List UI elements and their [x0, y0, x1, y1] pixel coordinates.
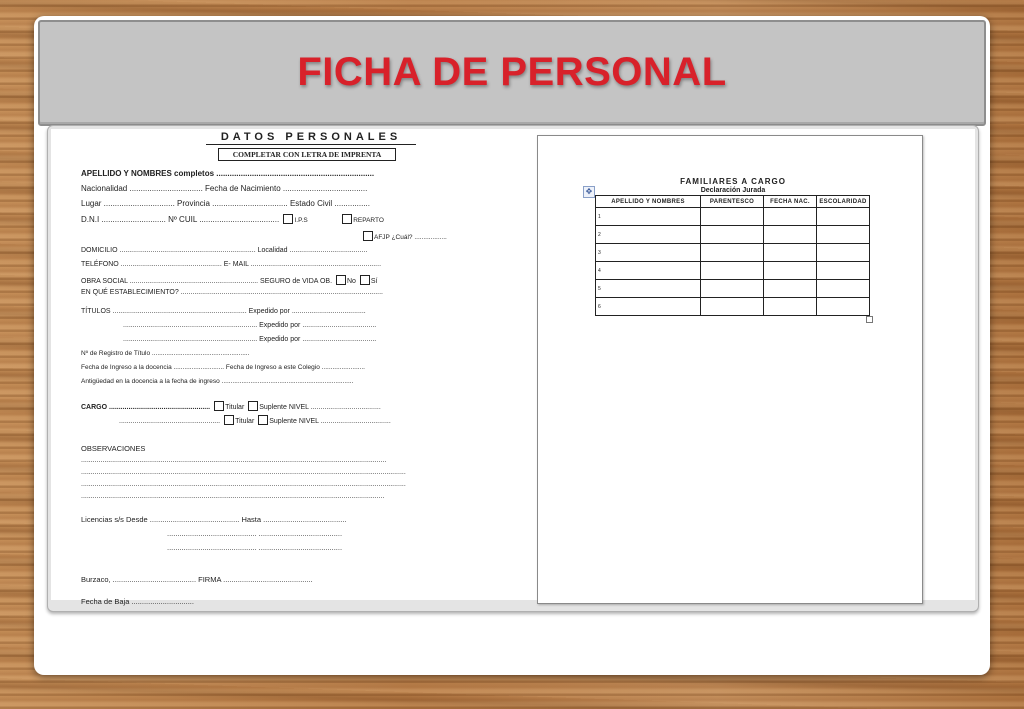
cargo-line-1	[81, 401, 381, 411]
table-cell[interactable]	[701, 262, 764, 280]
table-cell[interactable]	[817, 226, 870, 244]
cargo2-nivel: NIVEL ....................................	[298, 418, 391, 425]
col-escolaridad: ESCOLARIDAD	[817, 196, 870, 208]
table-resize-handle[interactable]	[866, 316, 873, 323]
table-cell[interactable]	[701, 280, 764, 298]
cargo1-suplente-checkbox[interactable]	[248, 401, 258, 411]
titulos-line-3: ..................................................................... Expedido por ......................................	[123, 336, 377, 343]
table-cell[interactable]	[701, 298, 764, 316]
ips-label: I.P.S	[294, 217, 308, 224]
table-row	[596, 262, 870, 280]
table-header-row	[596, 196, 870, 208]
observaciones-line-2: .......................................................................................................................................................................	[81, 469, 406, 476]
table-cell[interactable]	[701, 226, 764, 244]
licencias-line-3: ........................................... ........................................	[167, 543, 343, 552]
table-cell[interactable]	[764, 280, 817, 298]
cargo1-suplente-label: Suplente	[259, 404, 287, 411]
establecimiento-line: EN QUÉ ESTABLECIMIENTO? ........................................................................................................	[81, 289, 383, 296]
cargo2-titular-checkbox[interactable]	[224, 415, 234, 425]
fecha-baja-line: Fecha de Baja ..............................	[81, 597, 194, 606]
cargo2-suplente-label: Suplente	[269, 418, 297, 425]
seguro-si-label: Sí	[370, 278, 378, 285]
registro-line: Nº de Registro de Título ......................................................	[81, 350, 250, 357]
dni-line	[81, 214, 384, 224]
row-number: 4	[596, 262, 701, 280]
table-cell[interactable]	[701, 208, 764, 226]
observaciones-line-4: ............................................................................................................................................................	[81, 493, 385, 500]
telefono-line: TELÉFONO .................................................... E- MAIL ...................................................................	[81, 261, 382, 268]
col-fecha-nac: FECHA NAC.	[764, 196, 817, 208]
datos-personales-heading: DATOS PERSONALES	[220, 131, 402, 143]
form-image	[51, 129, 975, 606]
col-apellido: APELLIDO Y NOMBRES	[596, 196, 701, 208]
row-number: 6	[596, 298, 701, 316]
cargo1-titular-label: Titular	[225, 404, 245, 411]
burzaco-firma-line: Burzaco, ........................................ FIRMA ...........................................	[81, 575, 313, 584]
table-move-handle-icon[interactable]: ✥	[583, 186, 595, 198]
obra-social-text: OBRA SOCIAL .................................................................. SEGURO de VIDA OB.	[81, 278, 333, 285]
licencias-line-2: ........................................... ........................................	[167, 529, 343, 538]
observaciones-line-3: .......................................................................................................................................................................	[81, 481, 406, 488]
table-row	[596, 226, 870, 244]
apellido-line: APELLIDO Y NOMBRES completos .......................................................................	[81, 169, 375, 178]
titulos-line-2: ..................................................................... Expedido por ......................................	[123, 322, 377, 329]
cargo2-text: ....................................................	[119, 418, 221, 425]
dni-text: D.N.I ............................. Nº CUIL ....................................	[81, 215, 280, 224]
table-row	[596, 280, 870, 298]
seguro-si-checkbox[interactable]	[360, 275, 370, 285]
table-cell[interactable]	[817, 280, 870, 298]
lugar-line: Lugar ................................ Provincia .................................. Estado Civil ................	[81, 199, 370, 208]
row-number: 3	[596, 244, 701, 262]
imprenta-instruction: COMPLETAR CON LETRA DE IMPRENTA	[218, 148, 396, 161]
licencias-line-1: Licencias s/s Desde ........................................... Hasta ........................................	[81, 515, 347, 524]
table-cell[interactable]	[764, 208, 817, 226]
table-cell[interactable]	[764, 226, 817, 244]
table-row	[596, 298, 870, 316]
table-row	[596, 244, 870, 262]
afjp-checkbox[interactable]	[363, 231, 373, 241]
ingreso-line: Fecha de Ingreso a la docencia ............................ Fecha de Ingreso a este Colegio ........................	[81, 364, 365, 371]
reparto-label: REPARTO	[353, 217, 384, 224]
row-number: 2	[596, 226, 701, 244]
cargo-text: CARGO ....................................................	[81, 404, 211, 411]
titulos-line-1: TÍTULOS ..................................................................... Expedido por ......................................	[81, 308, 366, 315]
cargo2-titular-label: Titular	[235, 418, 255, 425]
cargo-line-2	[119, 415, 391, 425]
table-row	[596, 208, 870, 226]
slide	[34, 16, 990, 675]
row-number: 5	[596, 280, 701, 298]
slide-title: FICHA DE PERSONAL	[297, 50, 727, 94]
table-cell[interactable]	[817, 262, 870, 280]
heading-underline	[206, 144, 416, 145]
datos-personales-page	[81, 131, 501, 606]
afjp-line	[361, 231, 447, 241]
row-number: 1	[596, 208, 701, 226]
observaciones-label: OBSERVACIONES	[81, 444, 146, 453]
seguro-no-label: No	[346, 278, 356, 285]
nacionalidad-line: Nacionalidad ................................. Fecha de Nacimiento ......................................	[81, 184, 368, 193]
familiares-table	[595, 195, 870, 316]
title-bar	[38, 20, 986, 126]
table-cell[interactable]	[764, 298, 817, 316]
cargo1-nivel: NIVEL ....................................	[288, 404, 381, 411]
cargo1-titular-checkbox[interactable]	[214, 401, 224, 411]
col-parentesco: PARENTESCO	[701, 196, 764, 208]
table-cell[interactable]	[817, 244, 870, 262]
table-cell[interactable]	[701, 244, 764, 262]
afjp-text: AFJP ¿Cuál? ..................	[374, 234, 447, 241]
seguro-no-checkbox[interactable]	[336, 275, 346, 285]
reparto-checkbox[interactable]	[342, 214, 352, 224]
table-cell[interactable]	[764, 244, 817, 262]
obra-social-line	[81, 275, 378, 285]
familiares-page	[537, 135, 923, 604]
ips-checkbox[interactable]	[283, 214, 293, 224]
domicilio-line: DOMICILIO ...................................................................... Localidad ........................................	[81, 247, 368, 254]
familiares-heading: FAMILIARES A CARGO	[680, 177, 786, 186]
cargo2-suplente-checkbox[interactable]	[258, 415, 268, 425]
form-image-frame	[47, 125, 979, 612]
observaciones-line-1: .............................................................................................................................................................	[81, 457, 387, 464]
antiguedad-line: Antigüedad en la docencia a la fecha de ingreso .........................................................................	[81, 378, 354, 385]
table-cell[interactable]	[817, 298, 870, 316]
declaracion-jurada: Declaración Jurada	[700, 187, 766, 194]
table-cell[interactable]	[764, 262, 817, 280]
table-cell[interactable]	[817, 208, 870, 226]
